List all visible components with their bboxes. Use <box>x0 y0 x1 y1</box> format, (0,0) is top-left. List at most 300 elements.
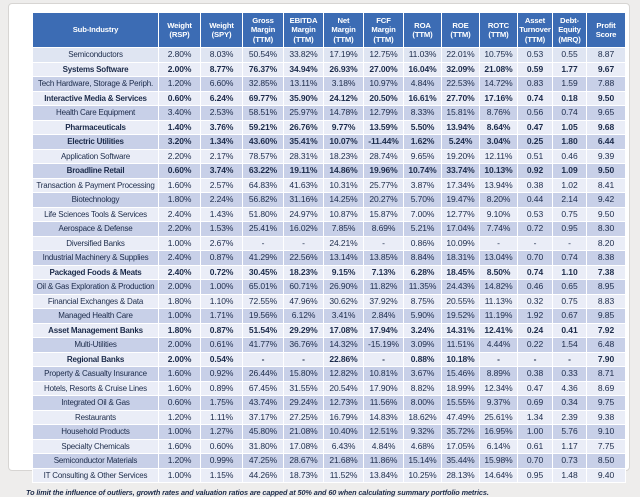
metric-cell: 0.70 <box>518 454 553 469</box>
metric-cell: 1.60% <box>159 381 201 396</box>
metric-cell: 14.82% <box>480 280 518 295</box>
metric-cell: 0.74 <box>553 106 587 121</box>
metric-cell: 13.14% <box>324 251 364 266</box>
metric-cell: 0.87% <box>201 323 243 338</box>
metric-cell: 8.69 <box>587 381 626 396</box>
metric-cell: 1.92 <box>518 309 553 324</box>
table-row <box>33 48 626 63</box>
metric-cell: 8.30 <box>587 222 626 237</box>
metric-cell: 3.40% <box>159 106 201 121</box>
metric-cell: 0.46 <box>553 149 587 164</box>
metric-cell: 6.43% <box>324 439 364 454</box>
metric-cell: 3.18% <box>324 77 364 92</box>
metric-cell: 2.00% <box>159 280 201 295</box>
metric-cell: 3.20% <box>159 135 201 150</box>
metric-cell: 10.13% <box>480 164 518 179</box>
metric-cell: 27.25% <box>284 410 324 425</box>
metric-cell: -11.44% <box>364 135 404 150</box>
sub-industry-cell: Health Care Equipment <box>33 106 159 121</box>
metric-cell: 18.23% <box>284 265 324 280</box>
metric-cell: 45.80% <box>243 425 284 440</box>
column-header: Gross Margin (TTM) <box>243 13 284 48</box>
column-header: Net Margin (TTM) <box>324 13 364 48</box>
table-row <box>33 251 626 266</box>
sub-industry-cell: Restaurants <box>33 410 159 425</box>
metric-cell: 2.57% <box>201 178 243 193</box>
table-header <box>33 13 626 48</box>
sub-industry-cell: Transaction & Payment Processing <box>33 178 159 193</box>
metric-cell: 25.41% <box>243 222 284 237</box>
metric-cell: 1.80% <box>159 323 201 338</box>
metric-cell: 0.74 <box>518 91 553 106</box>
table-row <box>33 309 626 324</box>
sub-industry-cell: Packaged Foods & Meats <box>33 265 159 280</box>
table-row <box>33 106 626 121</box>
metric-cell: 58.51% <box>243 106 284 121</box>
metric-cell: 3.87% <box>404 178 442 193</box>
metric-cell: 9.40 <box>587 468 626 483</box>
metric-cell: 2.39 <box>553 410 587 425</box>
metric-cell: 28.74% <box>364 149 404 164</box>
sub-industry-cell: Semiconductor Materials <box>33 454 159 469</box>
metric-cell: 0.46 <box>518 280 553 295</box>
column-header: Weight (RSP) <box>159 13 201 48</box>
sub-industry-cell: Integrated Oil & Gas <box>33 396 159 411</box>
metric-cell: 56.82% <box>243 193 284 208</box>
metric-cell: - <box>243 236 284 251</box>
metric-cell: 1.15% <box>201 468 243 483</box>
metric-cell: 3.41% <box>324 309 364 324</box>
metric-cell: 9.77% <box>324 120 364 135</box>
metric-cell: - <box>364 352 404 367</box>
metric-cell: 10.97% <box>364 77 404 92</box>
metric-cell: 64.83% <box>243 178 284 193</box>
metric-cell: 2.84% <box>364 309 404 324</box>
metric-cell: - <box>284 352 324 367</box>
sub-industry-cell: Interactive Media & Services <box>33 91 159 106</box>
metric-cell: - <box>284 236 324 251</box>
metric-cell: 34.94% <box>284 62 324 77</box>
metric-cell: 28.67% <box>284 454 324 469</box>
metric-cell: 0.95 <box>518 468 553 483</box>
metric-cell: 24.21% <box>324 236 364 251</box>
metric-cell: 8.71 <box>587 367 626 382</box>
metric-cell: 30.45% <box>243 265 284 280</box>
metric-cell: 1.10% <box>201 294 243 309</box>
metric-cell: 8.41 <box>587 178 626 193</box>
metric-cell: 7.88 <box>587 77 626 92</box>
metric-cell: 21.68% <box>324 454 364 469</box>
metric-cell: 44.26% <box>243 468 284 483</box>
metric-cell: 0.56 <box>518 106 553 121</box>
metric-cell: 15.80% <box>284 367 324 382</box>
metric-cell: 9.10% <box>480 207 518 222</box>
metric-cell: 50.54% <box>243 48 284 63</box>
metric-cell: 0.55 <box>553 48 587 63</box>
metric-cell: 1.17 <box>553 439 587 454</box>
metric-cell: 5.76 <box>553 425 587 440</box>
metric-cell: 33.74% <box>442 164 480 179</box>
metric-cell: 9.42 <box>587 193 626 208</box>
metric-cell: 1.20% <box>159 77 201 92</box>
metric-cell: 0.41 <box>553 323 587 338</box>
metric-cell: 10.25% <box>404 468 442 483</box>
metric-cell: 76.37% <box>243 62 284 77</box>
metric-cell: 25.77% <box>364 178 404 193</box>
metric-cell: 1.80 <box>553 135 587 150</box>
metric-cell: 1.54 <box>553 338 587 353</box>
metric-cell: 35.44% <box>442 454 480 469</box>
column-header: ROE (TTM) <box>442 13 480 48</box>
metric-cell: 5.50% <box>404 120 442 135</box>
table-row <box>33 207 626 222</box>
metric-cell: 43.74% <box>243 396 284 411</box>
metric-cell: 2.00% <box>159 338 201 353</box>
metric-cell: 9.39 <box>587 149 626 164</box>
metric-cell: 25.61% <box>480 410 518 425</box>
metric-cell: 63.22% <box>243 164 284 179</box>
metric-cell: 13.84% <box>364 468 404 483</box>
metric-cell: 0.59 <box>518 62 553 77</box>
metric-cell: 17.04% <box>442 222 480 237</box>
table-row <box>33 178 626 193</box>
metric-cell: 0.47 <box>518 120 553 135</box>
table-row <box>33 396 626 411</box>
metric-cell: 0.60% <box>201 439 243 454</box>
table-row <box>33 164 626 179</box>
sub-industry-cell: Electric Utilities <box>33 135 159 150</box>
metric-cell: 7.74% <box>480 222 518 237</box>
metric-cell: 1.60% <box>159 178 201 193</box>
metric-cell: 22.86% <box>324 352 364 367</box>
metric-cell: 14.83% <box>364 410 404 425</box>
metric-cell: -15.19% <box>364 338 404 353</box>
metric-cell: 9.50 <box>587 207 626 222</box>
metric-cell: 5.90% <box>404 309 442 324</box>
table-row <box>33 367 626 382</box>
metric-cell: 29.24% <box>284 396 324 411</box>
sub-industry-cell: Life Sciences Tools & Services <box>33 207 159 222</box>
metric-cell: 27.70% <box>442 91 480 106</box>
metric-cell: - <box>243 352 284 367</box>
sub-industry-cell: Financial Exchanges & Data <box>33 294 159 309</box>
metric-cell: 0.47 <box>518 381 553 396</box>
metric-cell: 36.76% <box>284 338 324 353</box>
metric-cell: 3.24% <box>404 323 442 338</box>
metric-cell: - <box>480 236 518 251</box>
table-row <box>33 381 626 396</box>
metric-cell: - <box>480 352 518 367</box>
metric-cell: 35.72% <box>442 425 480 440</box>
metric-cell: 27.00% <box>364 62 404 77</box>
metric-cell: 60.71% <box>284 280 324 295</box>
metric-cell: 43.60% <box>243 135 284 150</box>
metric-cell: 9.68 <box>587 120 626 135</box>
metric-cell: 0.89% <box>201 381 243 396</box>
metric-cell: 18.99% <box>442 381 480 396</box>
metric-cell: 20.50% <box>364 91 404 106</box>
metric-cell: 24.12% <box>324 91 364 106</box>
metric-cell: 0.75 <box>553 207 587 222</box>
metric-cell: 20.27% <box>364 193 404 208</box>
metric-cell: 9.50 <box>587 91 626 106</box>
metric-cell: 0.25 <box>518 135 553 150</box>
column-header: FCF Margin (TTM) <box>364 13 404 48</box>
metric-cell: 10.09% <box>442 236 480 251</box>
metric-cell: 7.85% <box>324 222 364 237</box>
metric-cell: 13.94% <box>480 178 518 193</box>
metric-cell: 1.40% <box>159 120 201 135</box>
metric-cell: 1.77 <box>553 62 587 77</box>
metric-cell: 13.85% <box>364 251 404 266</box>
sub-industry-cell: Industrial Machinery & Supplies <box>33 251 159 266</box>
metric-cell: 35.90% <box>284 91 324 106</box>
metric-cell: 17.08% <box>284 439 324 454</box>
metric-cell: 9.38 <box>587 410 626 425</box>
column-header: Debt- Equity (MRQ) <box>553 13 587 48</box>
metric-cell: 11.51% <box>442 338 480 353</box>
metric-cell: 8.38 <box>587 251 626 266</box>
metric-cell: 0.22 <box>518 338 553 353</box>
metric-cell: 22.01% <box>442 48 480 63</box>
metric-cell: 0.65 <box>553 280 587 295</box>
metric-cell: 28.31% <box>284 149 324 164</box>
sub-industry-cell: Hotels, Resorts & Cruise Lines <box>33 381 159 396</box>
metric-cell: 11.35% <box>404 280 442 295</box>
metric-cell: 4.68% <box>404 439 442 454</box>
table-row <box>33 410 626 425</box>
metric-cell: 2.53% <box>201 106 243 121</box>
metric-cell: 9.85 <box>587 309 626 324</box>
table-row <box>33 352 626 367</box>
metric-cell: 6.48 <box>587 338 626 353</box>
sub-industry-cell: Aerospace & Defense <box>33 222 159 237</box>
metric-cell: 21.08% <box>480 62 518 77</box>
table-row <box>33 265 626 280</box>
column-header: ROA (TTM) <box>404 13 442 48</box>
metric-cell: 17.19% <box>324 48 364 63</box>
metric-cell: 0.88% <box>404 352 442 367</box>
metric-cell: 21.08% <box>284 425 324 440</box>
metric-cell: 0.99% <box>201 454 243 469</box>
sub-industry-cell: Asset Management Banks <box>33 323 159 338</box>
metric-cell: 47.96% <box>284 294 324 309</box>
metric-cell: 0.18 <box>553 91 587 106</box>
metric-cell: 3.74% <box>201 164 243 179</box>
metric-cell: 0.87% <box>201 251 243 266</box>
metric-cell: 47.49% <box>442 410 480 425</box>
metric-cell: 41.63% <box>284 178 324 193</box>
metric-cell: 59.21% <box>243 120 284 135</box>
metric-cell: 1.10 <box>553 265 587 280</box>
metric-cell: 0.75 <box>553 294 587 309</box>
metric-cell: 10.74% <box>404 164 442 179</box>
metric-cell: 2.20% <box>159 149 201 164</box>
metric-cell: 14.64% <box>480 468 518 483</box>
table-row <box>33 280 626 295</box>
metric-cell: 51.80% <box>243 207 284 222</box>
column-header: Profit Score <box>587 13 626 48</box>
metric-cell: 10.87% <box>324 207 364 222</box>
metric-cell: 11.52% <box>324 468 364 483</box>
metric-cell: 8.20% <box>480 193 518 208</box>
metric-cell: 13.59% <box>364 120 404 135</box>
metric-cell: 4.44% <box>480 338 518 353</box>
metric-cell: 11.86% <box>364 454 404 469</box>
metric-cell: 0.53 <box>518 207 553 222</box>
metric-cell: 7.90 <box>587 352 626 367</box>
metric-cell: 6.14% <box>480 439 518 454</box>
metric-cell: 9.32% <box>404 425 442 440</box>
metric-cell: 4.36 <box>553 381 587 396</box>
metric-cell: 13.94% <box>442 120 480 135</box>
metric-cell: 16.95% <box>480 425 518 440</box>
metric-cell: 11.56% <box>364 396 404 411</box>
sub-industry-cell: Diversified Banks <box>33 236 159 251</box>
metric-cell: 32.09% <box>442 62 480 77</box>
metric-cell: 0.74 <box>553 251 587 266</box>
sub-industry-cell: Biotechnology <box>33 193 159 208</box>
metric-cell: 0.61 <box>518 439 553 454</box>
metric-cell: 18.31% <box>442 251 480 266</box>
metric-cell: 0.38 <box>518 178 553 193</box>
table-row <box>33 62 626 77</box>
sub-industry-cell: Semiconductors <box>33 48 159 63</box>
sub-industry-cell: Property & Casualty Insurance <box>33 367 159 382</box>
metric-cell: 12.51% <box>364 425 404 440</box>
metric-cell: 10.75% <box>480 48 518 63</box>
table-row <box>33 294 626 309</box>
metric-cell: 11.82% <box>364 280 404 295</box>
metric-cell: 26.90% <box>324 280 364 295</box>
article-card <box>8 3 630 497</box>
table-row <box>33 135 626 150</box>
metric-cell: 0.67 <box>553 309 587 324</box>
metric-cell: 1.75% <box>201 396 243 411</box>
metric-cell: 8.95 <box>587 280 626 295</box>
metric-cell: 15.55% <box>442 396 480 411</box>
table-row <box>33 91 626 106</box>
metric-cell: 6.60% <box>201 77 243 92</box>
metric-cell: 18.73% <box>284 468 324 483</box>
metric-cell: 8.50 <box>587 454 626 469</box>
metric-cell: 11.03% <box>404 48 442 63</box>
metric-cell: 3.67% <box>404 367 442 382</box>
metric-cell: 9.10 <box>587 425 626 440</box>
metric-cell: 2.14 <box>553 193 587 208</box>
metric-cell: 12.77% <box>442 207 480 222</box>
metric-cell: 14.78% <box>324 106 364 121</box>
metric-cell: 18.62% <box>404 410 442 425</box>
footnote: To limit the influence of outliers, growth rates and valuation ratios are capped at 50% and 60 when calculating summary portfolio metrics. <box>26 488 489 497</box>
metric-cell: 16.61% <box>404 91 442 106</box>
metric-cell: 12.75% <box>364 48 404 63</box>
metric-cell: 6.12% <box>284 309 324 324</box>
metric-cell: 2.40% <box>159 207 201 222</box>
metric-cell: 17.34% <box>442 178 480 193</box>
metric-cell: 9.37% <box>480 396 518 411</box>
metric-cell: 8.75% <box>404 294 442 309</box>
metric-cell: 10.40% <box>324 425 364 440</box>
metric-cell: 0.61% <box>201 338 243 353</box>
metric-cell: 37.17% <box>243 410 284 425</box>
metric-cell: 1.00% <box>159 425 201 440</box>
metric-cell: 30.62% <box>324 294 364 309</box>
metric-cell: 12.11% <box>480 149 518 164</box>
metric-cell: 0.69 <box>518 396 553 411</box>
sub-industry-cell: Multi-Utilities <box>33 338 159 353</box>
metric-cell: 0.74 <box>518 265 553 280</box>
metric-cell: 1.53% <box>201 222 243 237</box>
metric-cell: 0.32 <box>518 294 553 309</box>
metric-cell: 0.34 <box>553 396 587 411</box>
sub-industry-cell: Regional Banks <box>33 352 159 367</box>
metric-cell: 0.60% <box>159 396 201 411</box>
metric-cell: 0.44 <box>518 193 553 208</box>
sub-industry-cell: IT Consulting & Other Services <box>33 468 159 483</box>
metric-cell: 8.69% <box>364 222 404 237</box>
table-row <box>33 120 626 135</box>
metric-cell: 2.17% <box>201 149 243 164</box>
metric-cell: 35.41% <box>284 135 324 150</box>
metric-cell: - <box>518 236 553 251</box>
metric-cell: 20.55% <box>442 294 480 309</box>
metric-cell: 72.55% <box>243 294 284 309</box>
metric-cell: 78.57% <box>243 149 284 164</box>
metric-cell: 8.33% <box>404 106 442 121</box>
sub-industry-cell: Household Products <box>33 425 159 440</box>
metric-cell: 7.38 <box>587 265 626 280</box>
metric-cell: 0.92 <box>518 164 553 179</box>
metric-cell: 6.28% <box>404 265 442 280</box>
metric-cell: 0.86% <box>404 236 442 251</box>
column-header: Asset Turnover (TTM) <box>518 13 553 48</box>
metric-cell: 17.94% <box>364 323 404 338</box>
metric-cell: 9.65 <box>587 106 626 121</box>
metric-cell: 33.82% <box>284 48 324 63</box>
metric-cell: 1.71% <box>201 309 243 324</box>
metric-cell: 1.00% <box>159 236 201 251</box>
metric-cell: 13.11% <box>284 77 324 92</box>
metric-cell: 19.96% <box>364 164 404 179</box>
metric-cell: 14.31% <box>442 323 480 338</box>
metric-cell: 12.82% <box>324 367 364 382</box>
metric-cell: 1.60% <box>159 367 201 382</box>
metric-cell: 37.92% <box>364 294 404 309</box>
metric-cell: 7.13% <box>364 265 404 280</box>
metric-cell: 1.00 <box>518 425 553 440</box>
metric-cell: 3.04% <box>480 135 518 150</box>
table-row <box>33 439 626 454</box>
metric-cell: 31.16% <box>284 193 324 208</box>
metric-cell: 9.75 <box>587 396 626 411</box>
metric-cell: 11.19% <box>480 309 518 324</box>
metric-cell: 8.83 <box>587 294 626 309</box>
metric-cell: 18.45% <box>442 265 480 280</box>
metric-cell: 13.04% <box>480 251 518 266</box>
metric-cell: 17.08% <box>324 323 364 338</box>
metric-cell: 32.85% <box>243 77 284 92</box>
metric-cell: 2.40% <box>159 265 201 280</box>
metric-cell: - <box>553 352 587 367</box>
metric-cell: 1.62% <box>404 135 442 150</box>
column-header: Sub-Industry <box>33 13 159 48</box>
metric-cell: 10.18% <box>442 352 480 367</box>
metric-cell: - <box>364 236 404 251</box>
metric-cell: 1.34 <box>518 410 553 425</box>
metric-cell: 19.20% <box>442 149 480 164</box>
metric-cell: 16.02% <box>284 222 324 237</box>
